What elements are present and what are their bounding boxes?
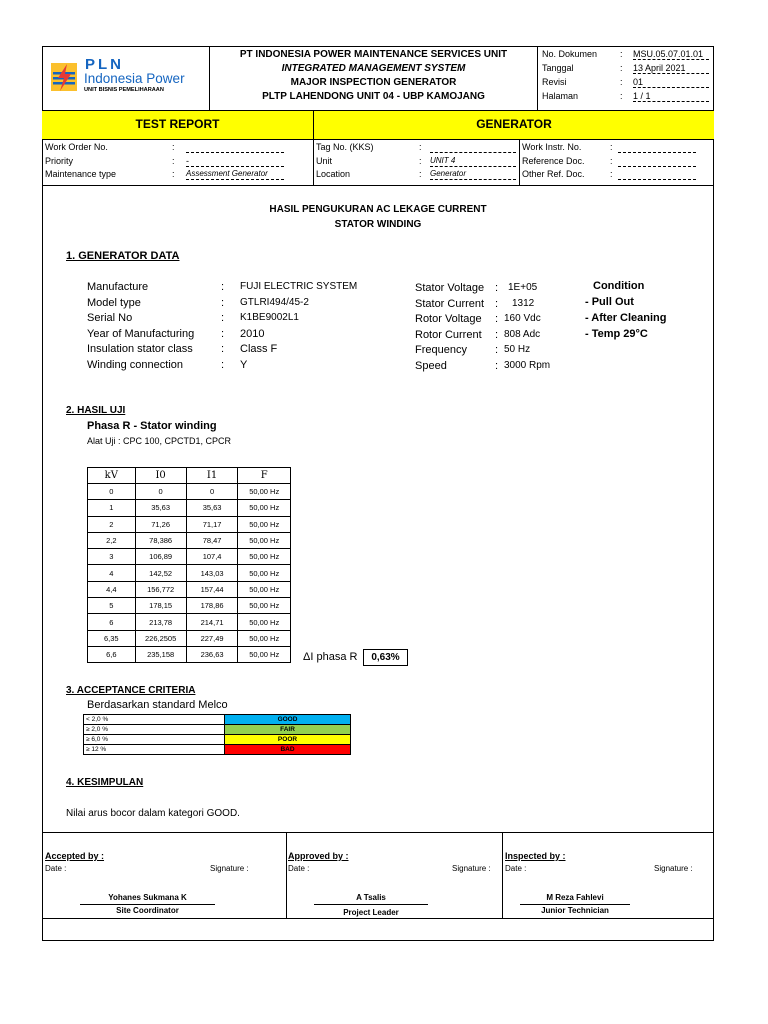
location-value: Generator: [430, 169, 516, 180]
condition-block: [585, 280, 710, 344]
doc-colon: :: [620, 91, 623, 101]
section3-heading: 3. ACCEPTANCE CRITERIA: [66, 685, 196, 696]
table-cell: 226,2505: [135, 630, 186, 646]
table-cell: 178,15: [135, 598, 186, 614]
table-row: [88, 484, 291, 500]
date-label: Date :: [288, 864, 310, 873]
winding-label: Winding connection: [87, 358, 184, 371]
section2-heading: 2. HASIL UJI: [66, 405, 126, 416]
frequency-label: Frequency: [415, 344, 467, 356]
table-cell: 1: [88, 500, 136, 516]
table-cell: 235,158: [135, 646, 186, 662]
info-right: [522, 142, 712, 183]
serial-no-value: K1BE9002L1: [240, 312, 299, 323]
signature-line: [80, 904, 215, 905]
pln-logo-icon: [50, 62, 80, 94]
insulation-value: Class F: [240, 343, 278, 355]
criteria-row: [84, 745, 351, 755]
table-cell: 50,00 Hz: [238, 646, 291, 662]
doc-page: 1 / 1: [633, 91, 709, 102]
table-cell: 50,00 Hz: [238, 516, 291, 532]
stator-current-label: Stator Current: [415, 297, 485, 310]
rotor-voltage-label: Rotor Voltage: [415, 313, 482, 325]
revision-label: Revisi: [542, 77, 567, 87]
table-cell: 50,00 Hz: [238, 581, 291, 597]
colon: :: [172, 169, 175, 179]
condition-item: - Temp 29°C: [585, 328, 648, 340]
doc-label: No. Dokumen: [542, 49, 598, 59]
colon: :: [495, 297, 499, 310]
date-label: Tanggal: [542, 63, 574, 73]
approved-by-title: Approved by :: [288, 851, 349, 861]
table-cell: 142,52: [135, 565, 186, 581]
table-cell: 156,772: [135, 581, 186, 597]
colon: :: [172, 142, 175, 152]
criteria-grade: GOOD: [225, 715, 351, 725]
section4-heading: 4. KESIMPULAN: [66, 777, 144, 788]
page-label: Halaman: [542, 91, 579, 101]
table-cell: 107,4: [186, 549, 238, 565]
colon: :: [172, 155, 175, 166]
report-title: HASIL PENGUKURAN AC LEKAGE CURRENT: [269, 204, 487, 215]
work-instr-value: [618, 142, 696, 153]
date-label: Date :: [505, 864, 527, 873]
criteria-row: [84, 725, 351, 735]
reference-doc-label: Reference Doc.: [522, 155, 585, 166]
year-label: Year of Manufacturing: [87, 327, 195, 340]
colon: :: [495, 328, 499, 341]
signature-bottom-rule: [42, 918, 714, 919]
column-header: F: [238, 468, 291, 484]
table-row: [88, 581, 291, 597]
signature-line: [520, 904, 630, 905]
unit-value: UNIT 4: [430, 156, 516, 167]
table-cell: 78,47: [186, 532, 238, 548]
table-cell: 0: [135, 484, 186, 500]
colon: :: [419, 155, 422, 166]
condition-item: - Pull Out: [585, 296, 634, 308]
criteria-grade: BAD: [225, 745, 351, 755]
tag-no-value: [430, 142, 516, 153]
criteria-grade: POOR: [225, 735, 351, 745]
info-left: [45, 142, 310, 183]
work-order-value: [186, 142, 284, 153]
colon: :: [221, 343, 225, 355]
frequency-value: 50 Hz: [504, 344, 531, 355]
table-row: [88, 549, 291, 565]
doc-info: [542, 49, 712, 105]
inspected-by-title: Inspected by :: [505, 851, 566, 861]
column-header: kV: [88, 468, 136, 484]
table-cell: 50,00 Hz: [238, 484, 291, 500]
insulation-label: Insulation stator class: [87, 343, 193, 355]
signature-divider: [502, 832, 503, 918]
column-header: I0: [135, 468, 186, 484]
colon: :: [221, 358, 225, 371]
date-label: Date :: [45, 864, 67, 873]
table-cell: 143,03: [186, 565, 238, 581]
colon: :: [495, 313, 499, 325]
rotor-voltage-value: 160 Vdc: [504, 313, 541, 324]
stator-current-value: 1312: [512, 297, 535, 309]
doc-revision: 01: [633, 77, 709, 88]
table-cell: 50,00 Hz: [238, 630, 291, 646]
other-ref-label: Other Ref. Doc.: [522, 169, 585, 179]
table-cell: 2,2: [88, 532, 136, 548]
delta-value: 0,63%: [363, 649, 408, 666]
table-cell: 5: [88, 598, 136, 614]
table-cell: 4: [88, 565, 136, 581]
criteria-range: ≥ 6,0 %: [84, 735, 225, 745]
signature-label: Signature :: [654, 864, 693, 873]
info-middle: [316, 142, 516, 183]
colon: :: [495, 282, 499, 294]
report-subtitle: STATOR WINDING: [334, 219, 422, 230]
table-row: [88, 646, 291, 662]
table-cell: 178,86: [186, 598, 238, 614]
colon: :: [221, 281, 225, 293]
table-row: [88, 598, 291, 614]
location-label: Location: [316, 169, 351, 179]
other-ref-value: [618, 169, 696, 180]
company-line: PT INDONESIA POWER MAINTENANCE SERVICES UNIT: [239, 49, 508, 60]
test-tools: Alat Uji : CPC 100, CPCTD1, CPCR: [87, 436, 232, 446]
work-instr-label: Work Instr. No.: [522, 142, 582, 152]
accepted-by-name: Yohanes Sukmana K: [108, 893, 187, 902]
tag-no-label: Tag No. (KKS): [316, 142, 374, 152]
colon: :: [221, 296, 225, 309]
model-type-value: GTLRI494/45-2: [240, 296, 309, 308]
pln-logo: [50, 56, 202, 100]
plant-line: PLTP LAHENDONG UNIT 04 - UBP KAMOJANG: [262, 91, 485, 102]
approved-by-name: A Tsalis: [356, 893, 386, 902]
priority-label: Priority: [45, 155, 74, 166]
doc-colon: :: [620, 49, 623, 59]
priority-value: -: [186, 156, 284, 167]
criteria-table: [83, 714, 351, 755]
speed-label: Speed: [415, 359, 447, 372]
signature-top-rule: [42, 832, 714, 833]
table-cell: 35,63: [186, 500, 238, 516]
criteria-grade: FAIR: [225, 725, 351, 735]
criteria-row: [84, 715, 351, 725]
table-cell: 227,49: [186, 630, 238, 646]
doc-colon: :: [620, 63, 623, 73]
table-row: [88, 565, 291, 581]
maintenance-type-value: Assessment Generator: [186, 169, 284, 180]
manufacture-label: Manufacture: [87, 281, 149, 293]
colon: :: [221, 312, 225, 324]
table-cell: 50,00 Hz: [238, 565, 291, 581]
conclusion-text: Nilai arus bocor dalam kategori GOOD.: [66, 808, 240, 819]
manufacture-value: FUJI ELECTRIC SYSTEM: [240, 281, 358, 292]
year-value: 2010: [240, 327, 265, 340]
table-row: [88, 516, 291, 532]
logo-name: Indonesia Power: [84, 71, 185, 86]
table-cell: 50,00 Hz: [238, 532, 291, 548]
reference-doc-value: [618, 156, 696, 167]
phase-title: Phasa R - Stator winding: [87, 420, 217, 432]
maintenance-type-label: Maintenance type: [45, 169, 117, 179]
table-cell: 214,71: [186, 614, 238, 630]
signature-divider: [286, 832, 287, 918]
inspected-by-name: M Reza Fahlevi: [546, 893, 604, 902]
table-cell: 0: [186, 484, 238, 500]
stator-voltage-value: 1E+05: [508, 282, 538, 293]
table-cell: 35,63: [135, 500, 186, 516]
table-cell: 157,44: [186, 581, 238, 597]
criteria-range: < 2,0 %: [84, 715, 225, 725]
table-cell: 50,00 Hz: [238, 598, 291, 614]
inspected-by-role: Junior Technician: [541, 906, 609, 915]
table-cell: 0: [88, 484, 136, 500]
colon: :: [610, 155, 613, 166]
table-cell: 2: [88, 516, 136, 532]
table-cell: 3: [88, 549, 136, 565]
table-cell: 213,78: [135, 614, 186, 630]
table-cell: 50,00 Hz: [238, 614, 291, 630]
table-cell: 6,6: [88, 646, 136, 662]
signature-line: [314, 904, 428, 905]
results-table: [87, 467, 291, 663]
colon: :: [495, 344, 499, 356]
criteria-row: [84, 735, 351, 745]
table-cell: 71,17: [186, 516, 238, 532]
criteria-range: ≥ 2,0 %: [84, 725, 225, 735]
inspection-line: MAJOR INSPECTION GENERATOR: [290, 77, 457, 88]
logo-brand: PLN: [85, 56, 124, 73]
info-divider: [519, 140, 520, 185]
colon: :: [419, 142, 422, 152]
winding-value: Y: [240, 358, 248, 371]
colon: :: [495, 359, 499, 372]
signature-label: Signature :: [452, 864, 491, 873]
table-cell: 50,00 Hz: [238, 500, 291, 516]
colon: :: [221, 327, 225, 340]
rotor-current-label: Rotor Current: [415, 328, 482, 341]
logo-unit: UNIT BISNIS PEMELIHARAAN: [84, 87, 164, 93]
generator-title: GENERATOR: [476, 117, 552, 131]
condition-item: - After Cleaning: [585, 312, 667, 324]
table-cell: 4,4: [88, 581, 136, 597]
unit-label: Unit: [316, 155, 333, 166]
table-header-row: [88, 468, 291, 484]
delta-label: ΔI phasa R: [303, 651, 358, 663]
doc-date: 13 April 2021: [633, 63, 709, 74]
table-row: [88, 614, 291, 630]
system-line: INTEGRATED MANAGEMENT SYSTEM: [281, 63, 466, 74]
info-bottom-rule: [42, 185, 714, 186]
approved-by-role: Project Leader: [343, 908, 399, 917]
colon: :: [610, 169, 613, 179]
rotor-current-value: 808 Adc: [504, 328, 541, 340]
signature-label: Signature :: [210, 864, 249, 873]
test-report-title: TEST REPORT: [135, 117, 220, 131]
column-header: I1: [186, 468, 238, 484]
generator-data-right: [415, 282, 585, 375]
condition-title: Condition: [593, 280, 645, 292]
criteria-range: ≥ 12 %: [84, 745, 225, 755]
table-cell: 236,63: [186, 646, 238, 662]
header-divider: [537, 46, 538, 110]
table-row: [88, 532, 291, 548]
model-type-label: Model type: [87, 296, 141, 309]
table-cell: 71,26: [135, 516, 186, 532]
table-cell: 78,386: [135, 532, 186, 548]
colon: :: [419, 169, 422, 179]
stator-voltage-label: Stator Voltage: [415, 282, 485, 294]
doc-number: MSU.05.07.01.01: [633, 49, 709, 60]
speed-value: 3000 Rpm: [504, 359, 551, 371]
accepted-by-title: Accepted by :: [45, 851, 105, 861]
serial-no-label: Serial No: [87, 312, 133, 324]
table-cell: 50,00 Hz: [238, 549, 291, 565]
accepted-by-role: Site Coordinator: [116, 906, 179, 915]
table-row: [88, 500, 291, 516]
work-order-label: Work Order No.: [45, 142, 108, 152]
criteria-standard: Berdasarkan standard Melco: [87, 699, 228, 711]
table-cell: 6: [88, 614, 136, 630]
colon: :: [610, 142, 613, 152]
table-cell: 106,89: [135, 549, 186, 565]
table-row: [88, 630, 291, 646]
table-cell: 6,35: [88, 630, 136, 646]
doc-colon: :: [620, 77, 623, 87]
section1-heading: 1. GENERATOR DATA: [66, 250, 180, 262]
generator-data-left: [87, 281, 407, 374]
